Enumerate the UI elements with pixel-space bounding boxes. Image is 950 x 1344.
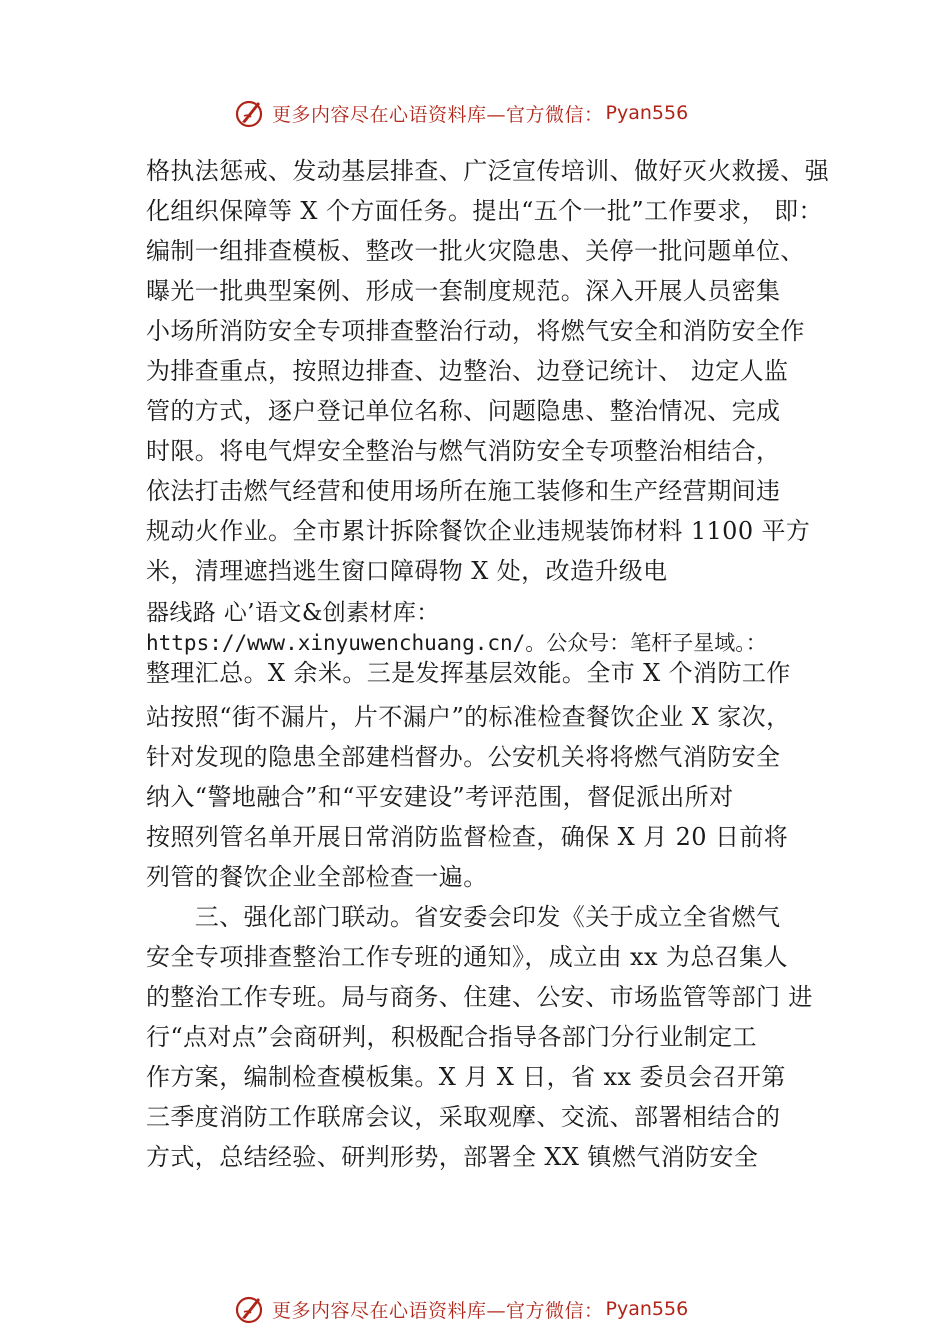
footer-watermark <box>232 1292 688 1326</box>
body-line: 编制一组排查模板、整改一批火灾隐患、关停一批问题单位、 <box>146 237 805 265</box>
body-line: 按照列管名单开展日常消防监督检查，确保 X 月 20 日前将 <box>146 823 789 851</box>
body-line: 曝光一批典型案例、形成一套制度规范。深入开展人员密集 <box>146 277 781 305</box>
watermark-text: 更多内容尽在心语资料库—官方微信： <box>272 103 604 126</box>
body-line: 方式，总结经验、研判形势，部署全 XX 镇燃气消防安全 <box>146 1143 759 1171</box>
body-line: 为排查重点，按照边排查、边整治、边登记统计、 边定人监 <box>146 357 789 385</box>
body-line: 针对发现的隐患全部建档督办。公安机关将将燃气消防安全 <box>146 743 781 771</box>
watermark-wechat-id: Pyan556 <box>605 1298 689 1320</box>
body-line: 列管的餐饮企业全部检查一遍。 <box>146 863 488 891</box>
body-line: 安全专项排查整治工作专班的通知》，成立由 xx 为总召集人 <box>146 943 788 971</box>
quill-logo-icon <box>232 1292 266 1326</box>
body-line: 格执法惩戒、发动基层排查、广泛宣传培训、做好灭火救援、强 <box>146 157 830 185</box>
body-line: 规动火作业。全市累计拆除餐饮企业违规装饰材料 1100 平方 <box>146 517 811 545</box>
body-line: 行“点对点”会商研判，积极配合指导各部门分行业制定工 <box>146 1023 757 1051</box>
body-line: 整理汇总。X 余米。三是发挥基层效能。全市 X 个消防工作 <box>146 659 791 687</box>
body-line: 依法打击燃气经营和使用场所在施工装修和生产经营期间违 <box>146 477 781 505</box>
body-line: 站按照“街不漏片，片不漏户”的标准检查餐饮企业 X 家次， <box>146 703 791 731</box>
body-line: 的整治工作专班。局与商务、住建、公安、市场监管等部门 进 <box>146 983 813 1011</box>
watermark-text: 更多内容尽在心语资料库—官方微信： <box>272 1299 604 1322</box>
body-line: 小场所消防安全专项排查整治行动，将燃气安全和消防安全作 <box>146 317 805 345</box>
body-line: 作方案，编制检查模板集。X 月 X 日，省 xx 委员会召开第 <box>146 1063 786 1091</box>
watermark-wechat-id: Pyan556 <box>605 102 689 124</box>
body-line: 化组织保障等 X 个方面任务。提出“五个一批”工作要求， 即： <box>146 197 823 225</box>
header-watermark <box>232 96 688 130</box>
body-line: 纳入“警地融合”和“平安建设”考评范围，督促派出所对 <box>146 783 734 811</box>
body-line: 管的方式，逐户登记单位名称、问题隐患、整治情况、完成 <box>146 397 781 425</box>
section-heading-line: 三、强化部门联动。省安委会印发《关于成立全省燃气 <box>146 903 781 931</box>
quill-logo-icon <box>232 96 266 130</box>
body-line: 米，清理遮挡逃生窗口障碍物 X 处，改造升级电 <box>146 557 668 585</box>
source-url-line: https://www.xinyuwenchuang.cn/。公众号：笔杆子星域。： <box>146 631 767 655</box>
body-line: 时限。将电气焊安全整治与燃气消防安全专项整治相结合， <box>146 437 781 465</box>
body-line: 器线路 心’语文&创素材库： <box>146 600 440 626</box>
body-line: 三季度消防工作联席会议，采取观摩、交流、部署相结合的 <box>146 1103 781 1131</box>
